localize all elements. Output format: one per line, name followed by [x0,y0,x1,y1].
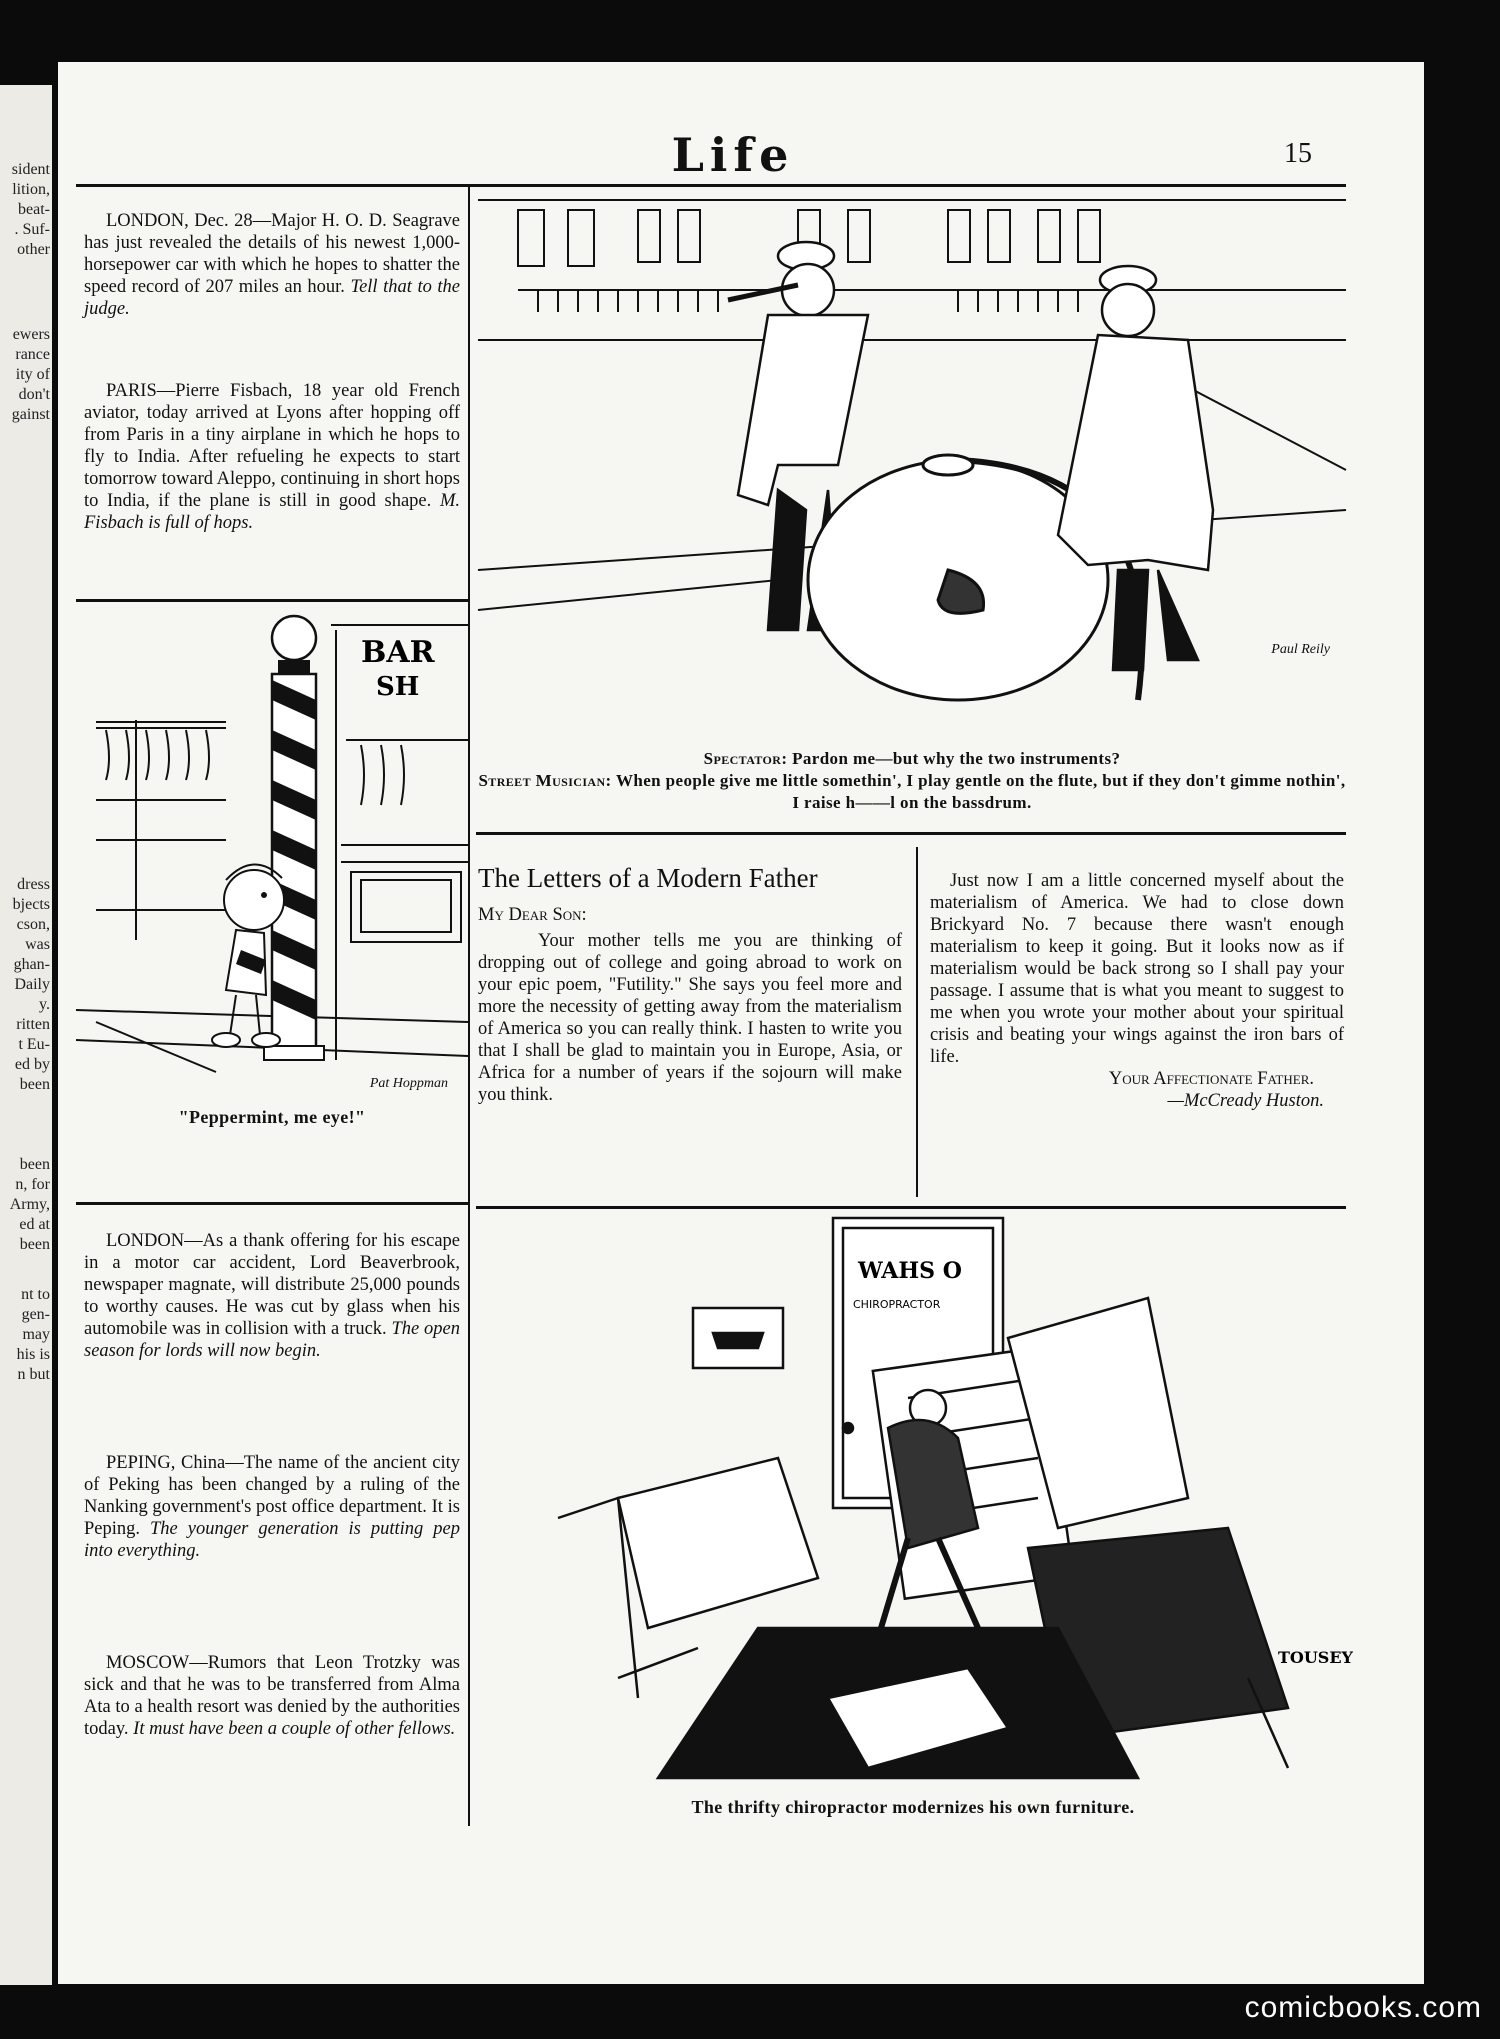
letter-title: The Letters of a Modern Father [478,863,818,893]
facing-page-text-fragment: his is [16,1346,50,1363]
facing-page-text-fragment: rance [15,346,50,363]
facing-page-text-fragment: ghan- [13,956,50,973]
facing-page-text-fragment: was [25,936,50,953]
facing-page-text-fragment: lition, [12,181,50,198]
masthead-title: Life [671,128,795,182]
facing-page-text-fragment: ewers [12,326,50,343]
door-sign-text: CHIROPRACTOR [853,1298,941,1311]
facing-page-text-fragment: been [19,1076,50,1093]
page-number: 15 [1284,138,1312,169]
column-rule [916,847,918,1197]
musician-cartoon-caption: Spectator: Pardon me—but why the two instruments? Street Musician: When people give me little somethin', I play gentle on the flute, but if they don't gimme nothin', I raise h——l on the bassdrum. [478,749,1346,812]
news-item: PARIS—Pierre Fisbach, 18 year old French aviator, today arrived at Lyons after hopping off from Paris in a tiny airplane in which he hops to fly to India. After refueling he expects to start tomorrow toward Aleppo, continuing in short hops to India, if the plane is still in good shape. M. Fisbach is full of hops. [84,381,460,533]
section-rule [476,832,1346,835]
section-rule [476,1206,1346,1209]
barber-cartoon-caption: "Peppermint, me eye!" [178,1107,366,1127]
column-divider [76,599,468,602]
chiropractor-cartoon-caption: The thrifty chiropractor modernizes his own furniture. [691,1797,1135,1817]
magazine-page [58,62,1424,1984]
facing-page-text-fragment: n but [17,1366,50,1383]
door-sign-text: WAHS O [858,1258,962,1284]
facing-page-text-fragment: beat- [18,201,50,218]
facing-page-text-fragment: bjects [12,896,50,913]
speaker-label: Street Musician: [478,771,612,790]
facing-page-text-fragment: don't [18,386,50,403]
column-divider [76,1202,468,1205]
facing-page-text-fragment: t Eu- [18,1036,50,1053]
facing-page-text-fragment: dress [17,876,50,893]
facing-page-text-fragment: ed by [14,1056,50,1073]
facing-page-text-fragment: other [17,241,50,258]
facing-page-text-fragment: Army, [9,1196,50,1213]
cartoon-signature: Pat Hoppman [369,1076,448,1091]
facing-page-text-fragment: been [19,1236,50,1253]
facing-page-text-fragment: y. [39,996,50,1013]
facing-page-text-fragment: ritten [16,1016,50,1033]
facing-page-text-fragment: gen- [21,1306,50,1323]
barber-pole-cartoon [76,610,468,1130]
cartoon-signature: Paul Reily [1271,642,1330,657]
facing-page-text-fragment: n, for [15,1176,50,1193]
cartoon-signature: TOUSEY [1278,1648,1353,1667]
facing-page-edge [0,85,52,1985]
letter-paragraph: Your mother tells me you are thinking of dropping out of college and going abroad to work on your epic poem, "Futility." She says you feel more and more the necessity of getting away from the materialism of America so you can really think. I hasten to write you that I shall be glad to maintain you in Europe, Asia, or Africa for a number of years if the sojourn will make you think. [478,931,902,1105]
facing-page-text-fragment: cson, [16,916,50,933]
facing-page-text-fragment: sident [11,161,50,178]
barber-sign-text: BAR [361,635,435,670]
news-item: LONDON—As a thank offering for his escape in a motor car accident, Lord Beaverbrook, newspaper magnate, will distribute 25,000 pounds to worthy causes. He was cut by glass when his automobile was in collision with a truck. The open season for lords will now begin. [84,1231,460,1361]
header-rule [76,184,1346,187]
news-item: LONDON, Dec. 28—Major H. O. D. Seagrave has just revealed the details of his newest 1,000-horsepower car with which he hopes to shatter the speed record of 207 miles an hour. Tell that to the judge. [84,211,461,319]
facing-page-text-fragment: may [22,1326,50,1343]
facing-page-text-fragment: gainst [11,406,50,423]
facing-page-text-fragment: ity of [15,366,50,383]
facing-page-text-fragment: Daily [14,976,50,993]
chiropractor-cartoon [488,1218,1353,1838]
speaker-label: Spectator: [703,749,788,768]
facing-page-text-fragment: been [19,1156,50,1173]
letter-column-2 [930,870,1344,1112]
letter-closing: Your Affectionate Father. [1108,1069,1314,1089]
site-watermark: comicbooks.com [1244,1991,1482,2024]
facing-page-text-fragment: . Suf- [14,221,50,238]
letter-author: —McCready Huston. [1167,1091,1324,1111]
letter-paragraph: Just now I am a little concerned myself about the materialism of America. We had to close down Brickyard No. 7 because there wasn't enough materialism to keep it going. But it looks now as if materialism would be back strong so I shall pay your passage. I assume that is what you meant to suggest to me when you wrote your mother about your spiritual crisis and beating your wings against the iron bars of life. [930,871,1344,1067]
facing-page-text-fragment: ed at [19,1216,50,1233]
barber-sign-text: SH [376,672,420,702]
letter-salutation: My Dear Son: [478,905,587,925]
facing-page-text-fragment: nt to [21,1286,50,1303]
street-musician-cartoon [478,190,1346,812]
news-item: MOSCOW—Rumors that Leon Trotzky was sick and that he was to be transferred from Alma Ata to a health resort was denied by the authorities today. It must have been a couple of other fellows. [84,1653,460,1739]
news-item: PEPING, China—The name of the ancient city of Peking has been changed by a ruling of the Nanking government's post office department. It is Peping. The younger generation is putting pep into everything. [84,1453,460,1561]
letter-column-1 [478,904,902,1106]
column-rule [468,186,470,1826]
